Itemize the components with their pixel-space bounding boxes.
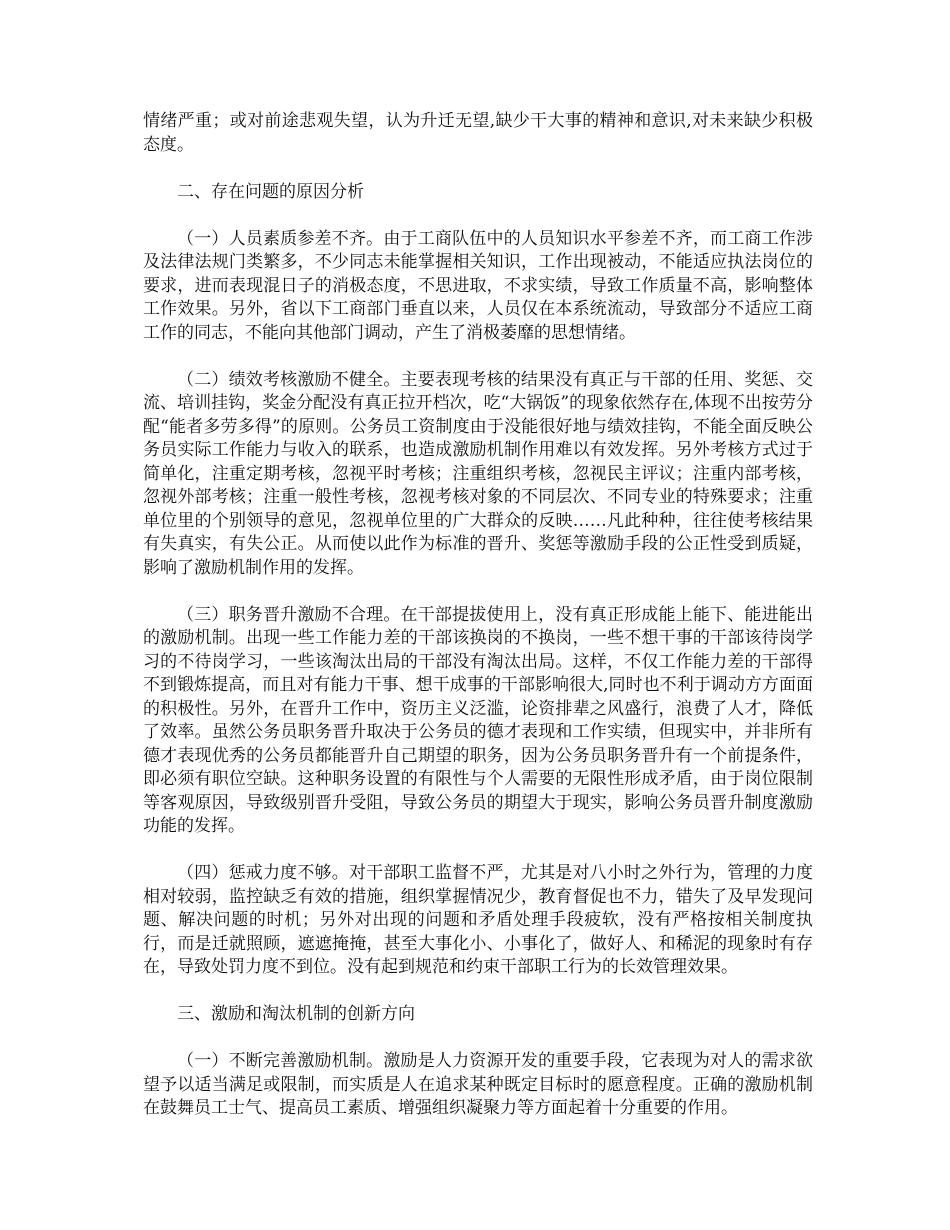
paragraph-performance-evaluation: （二）绩效考核激励不健全。主要表现考核的结果没有真正与干部的任用、奖惩、交流、培训挂钩，奖金分配没有真正拉开档次，吃“大锅饭”的现象依然存在,体现不出按劳分配“能者多劳多得”的原则。公务员工资制度由于没能很好地与绩效挂钩，不能全面反映公务员实际工作能力与收入的联系，也造成激励机制作用难以有效发挥。另外考核方式过于简单化，注重定期考核，忽视平时考核；注重组织考核，忽视民主评议；注重内部考核，忽视外部考核；注重一般性考核，忽视考核对象的不同层次、不同专业的特殊要求；注重单位里的个别领导的意见，忽视单位里的广大群众的反映……凡此种种，往往使考核结果有失真实，有失公正。从而使以此作为标准的晋升、奖惩等激励手段的公正性受到质疑，影响了激励机制作用的发挥。 xyxy=(143,369,813,578)
paragraph-incentive-mechanism: （一）不断完善激励机制。激励是人力资源开发的重要手段，它表现为对人的需求欲望予以适当满足或限制，而实质是人在追求某种既定目标时的愿意程度。正确的激励机制在鼓舞员工士气、提高员工素质、增强组织凝聚力等方面起着十分重要的作用。 xyxy=(143,1051,813,1118)
paragraph-continuation: 情绪严重；或对前途悲观失望，认为升迁无望,缺少干大事的精神和意识,对未来缺少积极态度。 xyxy=(143,111,813,155)
paragraph-promotion-incentive: （三）职务晋升激励不合理。在干部提拔使用上，没有真正形成能上能下、能进能出的激励机制。出现一些工作能力差的干部该换岗的不换岗，一些不想干事的干部该待岗学习的不待岗学习，一些该淘汰出局的干部没有淘汰出局。这样，不仅工作能力差的干部得不到锻炼提高，而且对有能力干事、想干成事的干部影响很大,同时也不利于调动方方面面的积极性。另外，在晋升工作中，资历主义泛滥，论资排辈之风盛行，浪费了人才，降低了效率。虽然公务员职务晋升取决于公务员的德才表现和工作实绩，但现实中，并非所有德才表现优秀的公务员都能晋升自己期望的职务，因为公务员职务晋升有一个前提条件，即必须有职位空缺。这种职务设置的有限性与个人需要的无限性形成矛盾，由于岗位限制等客观原因，导致级别晋升受阻，导致公务员的期望大于现实，影响公务员晋升制度激励功能的发挥。 xyxy=(143,604,813,836)
paragraph-discipline: （四）惩戒力度不够。对干部职工监督不严，尤其是对八小时之外行为，管理的力度相对较弱，监控缺乏有效的措施，组织掌握情况少，教育督促也不力，错失了及早发现问题、解决问题的时机；另外对出现的问题和矛盾处理手段疲软，没有严格按相关制度执行，而是迁就照顾，遮遮掩掩，甚至大事化小、小事化了，做好人、和稀泥的现象时有存在，导致处罚力度不到位。没有起到规范和约束干部职工行为的长效管理效果。 xyxy=(143,863,813,977)
paragraph-personnel-quality: （一）人员素质参差不齐。由于工商队伍中的人员知识水平参差不齐，而工商工作涉及法律法规门类繁多，不少同志未能掌握相关知识，工作出现被动，不能适应执法岗位的要求，进而表现混日子的消极态度，不思进取，不求实绩，导致工作质量不高，影响整体工作效果。另外，省以下工商部门垂直以来，人员仅在本系统流动，导致部分不适应工商工作的同志，不能向其他部门调动，产生了消极萎靡的思想情绪。 xyxy=(143,228,813,343)
document-body xyxy=(143,110,813,1144)
section-heading-causes: 二、存在问题的原因分析 xyxy=(177,181,364,202)
section-heading-innovation: 三、激励和淘汰机制的创新方向 xyxy=(177,1004,415,1024)
